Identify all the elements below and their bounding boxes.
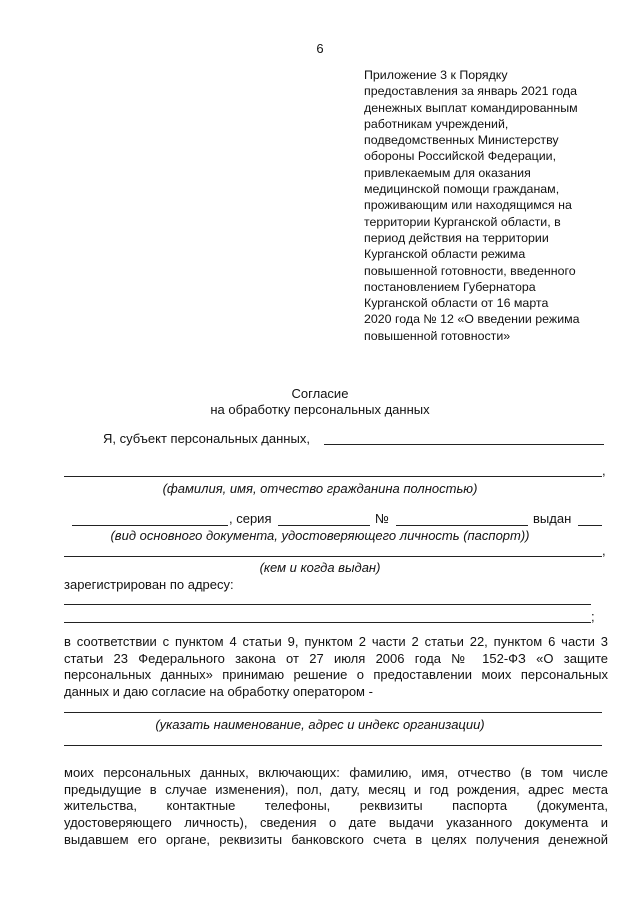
full-name-caption: (фамилия, имя, отчество гражданина полностью) xyxy=(162,481,478,496)
data-line: предыдущие в случае изменения), пол, дату, месяц и год рождения, адрес места xyxy=(64,781,608,797)
operator-line-2[interactable] xyxy=(64,745,602,746)
operator-line[interactable] xyxy=(64,712,602,713)
page-number: 6 xyxy=(316,41,324,56)
document-type-line[interactable] xyxy=(72,525,228,526)
appendix-line: повышенной готовности, введенного xyxy=(364,263,576,278)
subject-name-line[interactable] xyxy=(324,444,604,445)
issued-by-caption: (кем и когда выдан) xyxy=(259,560,381,575)
data-line: удостоверяющего личность), сведения о дате выдачи указанного документа и xyxy=(64,815,608,831)
issued-short-line[interactable] xyxy=(578,525,602,526)
appendix-line: медицинской помощи гражданам, xyxy=(364,182,560,197)
operator-caption: (указать наименование, адрес и индекс организации) xyxy=(155,717,485,732)
issued-by-line[interactable] xyxy=(64,556,602,557)
appendix-line: Приложение 3 к Порядку xyxy=(364,68,508,82)
series-label: , серия xyxy=(229,511,272,526)
consent-line: данных и даю согласие на обработку оператором - xyxy=(64,684,373,700)
document-caption: (вид основного документа, удостоверяющего личность (паспорт)) xyxy=(110,528,530,543)
number-label: № xyxy=(375,511,389,526)
appendix-line: подведомственных Министерству xyxy=(364,133,559,148)
appendix-line: повышенной готовности» xyxy=(364,328,511,343)
data-line: жительства, контактные телефоны, реквизиты паспорта (документа, xyxy=(64,798,608,814)
appendix-line: Курганской области от 16 марта xyxy=(364,296,549,311)
address-line-1[interactable] xyxy=(64,604,591,605)
data-line: выдавшем его органе, реквизиты банковского счета в целях получения денежной xyxy=(64,831,608,847)
appendix-line: проживающим или находящимся на xyxy=(364,198,572,213)
appendix-line: период действия на территории xyxy=(364,230,549,245)
appendix-line: обороны Российской Федерации, xyxy=(364,149,557,164)
appendix-line: постановлением Губернатора xyxy=(364,279,536,294)
full-name-line[interactable] xyxy=(64,476,602,477)
semicolon-mark: ; xyxy=(591,609,595,624)
series-line[interactable] xyxy=(278,525,370,526)
data-line: моих персональных данных, включающих: фамилию, имя, отчество (в том числе xyxy=(64,765,608,780)
document-title: Согласие xyxy=(291,386,349,401)
address-line-2[interactable] xyxy=(64,622,591,623)
consent-paragraph xyxy=(64,634,608,701)
issued-label: выдан xyxy=(533,511,572,526)
appendix-line: территории Курганской области, в xyxy=(364,214,561,229)
consent-line: статьи 23 Федерального закона от 27 июля 2006 года № 152-ФЗ «О защите xyxy=(64,650,608,666)
consent-line: персональных данных» принимаю решение о предоставлении моих персональных xyxy=(64,667,608,683)
comma-mark: , xyxy=(602,543,606,558)
registered-label: зарегистрирован по адресу: xyxy=(64,577,234,592)
document-subtitle: на обработку персональных данных xyxy=(210,402,430,417)
appendix-line: предоставления за январь 2021 года xyxy=(364,84,577,99)
appendix-line: Курганской области режима xyxy=(364,247,526,262)
comma-mark: , xyxy=(602,463,606,478)
appendix-header xyxy=(364,67,614,344)
appendix-line: привлекаемым для оказания xyxy=(364,165,531,180)
appendix-line: 2020 года № 12 «О введении режима xyxy=(364,312,580,327)
appendix-line: денежных выплат командированным xyxy=(364,100,578,115)
consent-line: в соответствии с пунктом 4 статьи 9, пунктом 2 части 2 статьи 22, пунктом 6 части 3 xyxy=(64,634,608,649)
personal-data-paragraph xyxy=(64,765,608,849)
subject-label: Я, субъект персональных данных, xyxy=(103,431,310,446)
appendix-line: работникам учреждений, xyxy=(364,116,509,131)
number-line[interactable] xyxy=(396,525,528,526)
